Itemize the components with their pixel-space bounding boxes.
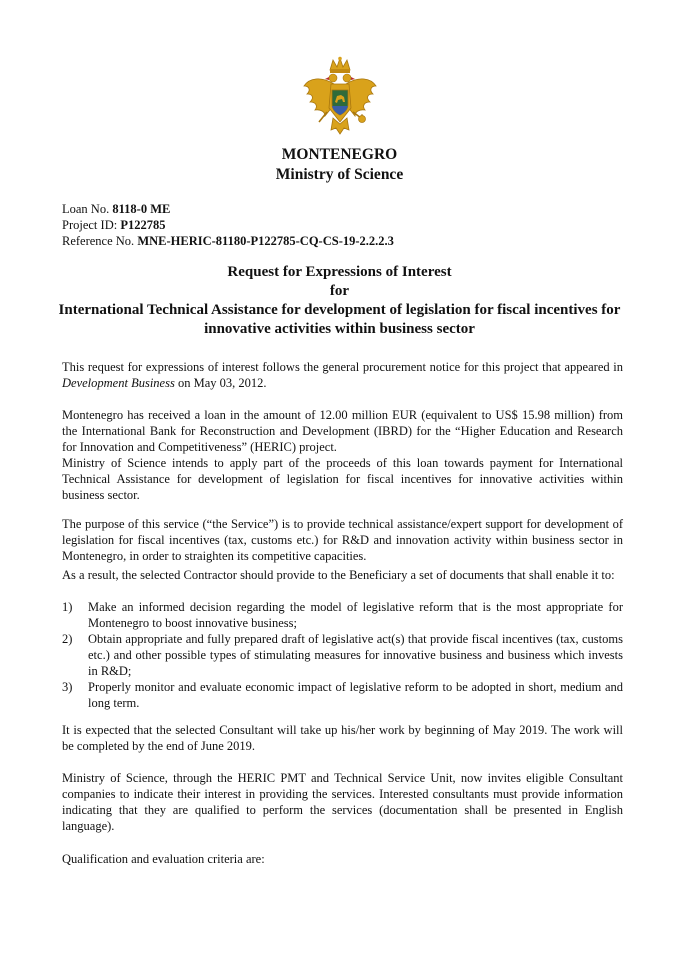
reference-block bbox=[62, 201, 394, 249]
p5-timeline-text: It is expected that the selected Consultant will take up his/her work by beginning of May 2019. The work will be completed by the end of June 2019. bbox=[62, 723, 623, 753]
paragraph-result bbox=[62, 567, 623, 583]
paragraph-timeline bbox=[62, 722, 623, 754]
paragraph-general-notice bbox=[62, 359, 623, 391]
reference-label: Reference No. bbox=[62, 234, 138, 248]
project-id bbox=[62, 217, 394, 233]
list-item-number: 1) bbox=[62, 600, 73, 614]
paragraph-criteria bbox=[62, 851, 623, 867]
loan-label: Loan No. bbox=[62, 202, 113, 216]
paragraph-invitation bbox=[62, 770, 623, 834]
p4-result-text: As a result, the selected Contractor should provide to the Beneficiary a set of documents that shall enable it to: bbox=[62, 568, 615, 582]
paragraph-purpose bbox=[62, 516, 623, 564]
list-item bbox=[62, 679, 623, 711]
p1-text-b: on May 03, 2012. bbox=[174, 376, 267, 390]
p6-invitation-text: Ministry of Science, through the HERIC PMT and Technical Service Unit, now invites eligible Consultant companies to indicate their interest in providing the services. Interested consultants must provide information indicating that they are qualified to perform the services (documentation shall be presented in English language). bbox=[62, 771, 623, 833]
paragraph-loan bbox=[62, 407, 623, 503]
p3-purpose-text: The purpose of this service (“the Service”) is to provide technical assistance/expert support for development of legislation for fiscal incentives (tax, customs etc.) for R&D and innovation activity within business sector in Montenegro, in order to straighten its competitive capacities. bbox=[62, 517, 623, 563]
list-item-number: 3) bbox=[62, 680, 73, 694]
list-item bbox=[62, 631, 623, 679]
p7-criteria-text: Qualification and evaluation criteria are: bbox=[62, 852, 265, 866]
title-line-3: International Technical Assistance for development of legislation for fiscal incentives for innovative activities within business sector bbox=[58, 302, 621, 337]
deliverables-list bbox=[62, 599, 623, 711]
p1-publication: Development Business bbox=[62, 376, 175, 390]
list-item-text: Make an informed decision regarding the model of legislative reform that is the most appropriate for Montenegro to boost innovative business; bbox=[88, 600, 623, 630]
project-value: P122785 bbox=[120, 218, 166, 232]
loan-value: 8118-0 ME bbox=[112, 202, 171, 216]
ministry-heading: Ministry of Science bbox=[275, 166, 404, 183]
title-line-1: Request for Expressions of Interest bbox=[227, 264, 452, 280]
list-item-text: Obtain appropriate and fully prepared draft of legislative act(s) that provide fiscal incentives (tax, customs etc.) and other possible types of stimulating measures for innovative business and business which invests in R&D; bbox=[88, 632, 623, 678]
list-item-text: Properly monitor and evaluate economic impact of legislative reform to be adopted in short, medium and long term. bbox=[88, 680, 623, 710]
reference-number bbox=[62, 233, 394, 249]
coat-of-arms-icon bbox=[301, 56, 379, 146]
list-item-number: 2) bbox=[62, 632, 73, 646]
reference-value: MNE-HERIC-81180-P122785-CQ-CS-19-2.2.2.3 bbox=[137, 234, 394, 248]
loan-number bbox=[62, 201, 394, 217]
list-item bbox=[62, 599, 623, 631]
p2-proceeds-text: Ministry of Science intends to apply part of the proceeds of this loan towards payment for International Technical Assistance for development of legislation for fiscal incentives for innovative activities within business sector. bbox=[62, 456, 623, 502]
country-heading: MONTENEGRO bbox=[281, 146, 398, 163]
document-title bbox=[40, 263, 639, 339]
project-label: Project ID: bbox=[62, 218, 121, 232]
title-line-2: for bbox=[329, 283, 350, 299]
p2-loan-text: Montenegro has received a loan in the amount of 12.00 million EUR (equivalent to US$ 15.98 million) from the International Bank for Reconstruction and Development (IBRD) for the “Higher Education and Research for Innovation and Competitiveness” (HERIC) project. bbox=[62, 408, 623, 454]
p1-text-a: This request for expressions of interest follows the general procurement notice for this project that appeared in bbox=[62, 360, 623, 374]
